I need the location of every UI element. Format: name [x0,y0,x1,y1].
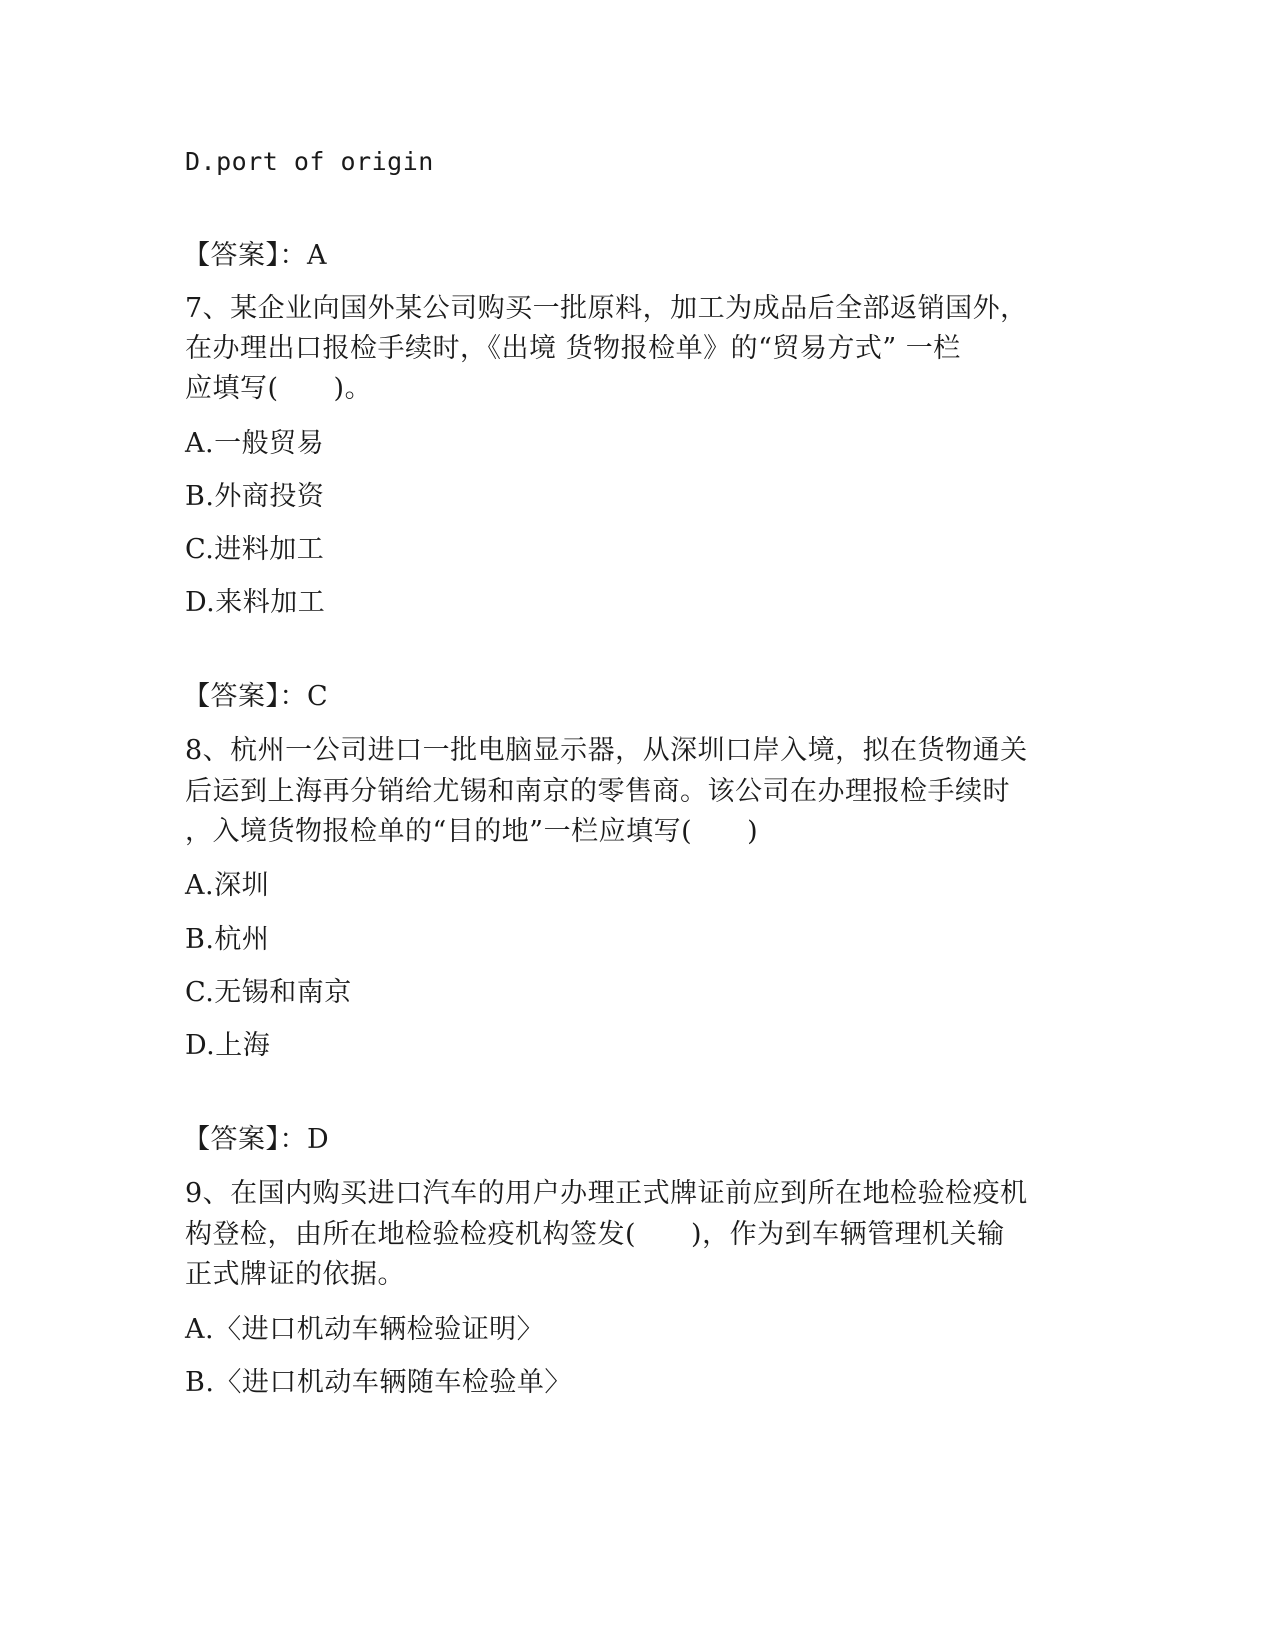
q7-option-a: A.一般贸易 [185,428,325,459]
q8-stem-line-3: ，入境货物报检单的“目的地”一栏应填写( ) [185,816,759,847]
q9-stem-line-3: 正式牌证的依据。 [185,1259,405,1290]
q7-stem-line-3: 应填写( )。 [185,373,373,404]
q8-stem-line-1: 8、杭州一公司进口一批电脑显示器，从深圳口岸入境，拟在货物通关 [185,735,1028,766]
q7-answer: 【答案】：C [183,681,329,712]
q9-option-a: A.〈进口机动车辆检验证明〉 [185,1314,545,1345]
q6-answer: 【答案】：A [183,240,327,271]
q8-option-c: C.无锡和南京 [185,977,352,1008]
q7-option-c: C.进料加工 [185,534,325,565]
q8-option-d: D.上海 [185,1030,271,1061]
q8-option-b: B.杭州 [185,924,270,955]
q7-option-b: B.外商投资 [185,481,325,512]
q7-stem-line-1: 7、某企业向国外某公司购买一批原料，加工为成品后全部返销国外， [185,293,1028,324]
q7-stem-line-2: 在办理出口报检手续时，《出境 货物报检单》的“贸易方式” 一栏 [185,333,961,364]
q6-option-d: D.port of origin [185,147,434,176]
q9-stem-line-1: 9、在国内购买进口汽车的用户办理正式牌证前应到所在地检验检疫机 [185,1178,1028,1209]
q9-option-b: B.〈进口机动车辆随车检验单〉 [185,1367,572,1398]
q8-stem-line-2: 后运到上海再分销给尤锡和南京的零售商。该公司在办理报检手续时 [185,776,1010,807]
q9-stem-line-2: 构登检，由所在地检验检疫机构签发( )，作为到车辆管理机关输 [185,1219,1005,1250]
q7-option-d: D.来料加工 [185,587,326,618]
q8-option-a: A.深圳 [185,870,270,901]
q8-answer: 【答案】：D [183,1124,330,1155]
